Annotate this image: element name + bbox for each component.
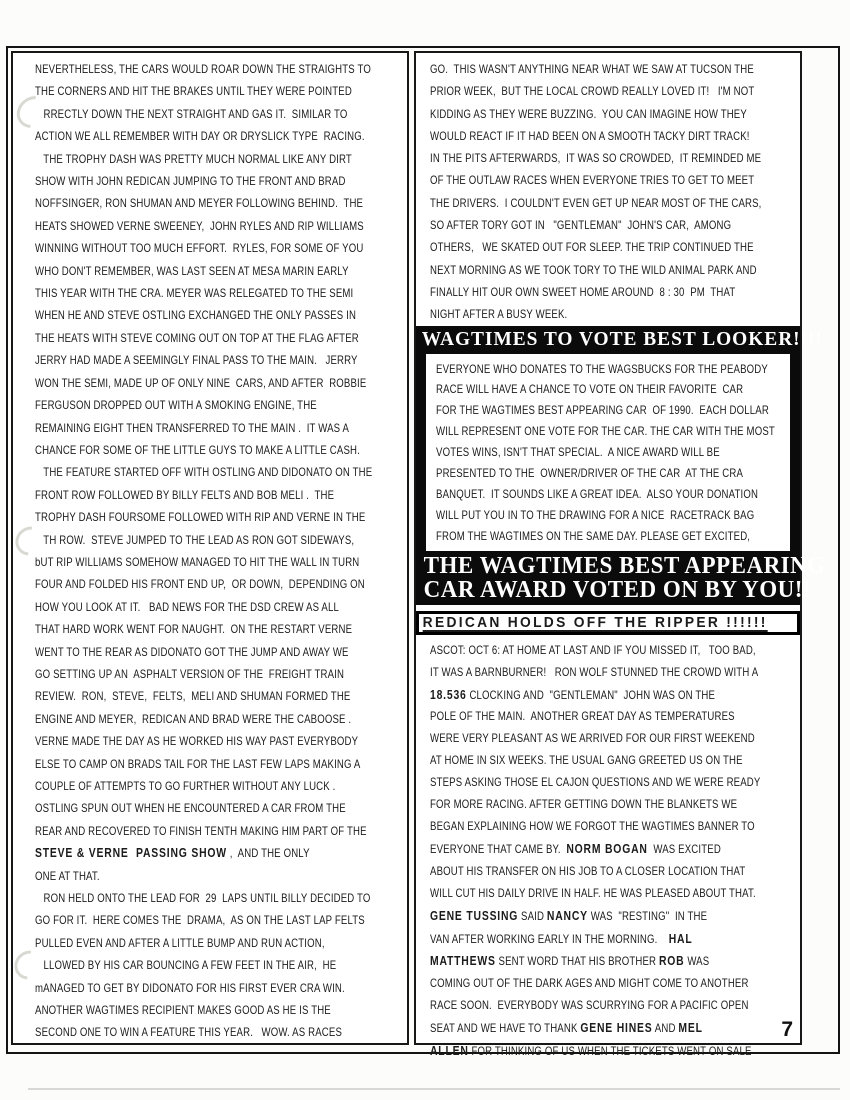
text-line: NEXT MORNING AS WE TOOK TORY TO THE WILD ANIMAL PARK AND — [430, 262, 757, 277]
text-line: 18.536 CLOCKING AND "GENTLEMAN" JOHN WAS ON THE — [430, 686, 716, 702]
text-line: HOW YOU LOOK AT IT. BAD NEWS FOR THE DSD CREW AS ALL — [35, 599, 339, 614]
text-line: OTHERS, WE SKATED OUT FOR SLEEP. THE TRIP CONTINUED THE — [430, 240, 754, 255]
text-line: FOR MORE RACING. AFTER GETTING DOWN THE BLANKETS WE — [430, 797, 738, 812]
text-line: POLE OF THE MAIN. ANOTHER GREAT DAY AS TEMPERATURES — [430, 709, 735, 724]
text-line: ASCOT: OCT 6: AT HOME AT LAST AND IF YOU MISSED IT, TOO BAD, — [430, 642, 756, 657]
text-line: SEAT AND WE HAVE TO THANK GENE HINES AND MEL — [430, 1020, 703, 1036]
text-line: ACTION WE ALL REMEMBER WITH DAY OR DRYSLICK TYPE RACING. — [35, 129, 365, 144]
text-line: THE DRIVERS. I COULDN'T EVEN GET UP NEAR MOST OF THE CARS, — [430, 195, 762, 210]
text-line: IT WAS A BARNBURNER! RON WOLF STUNNED THE CROWD WITH A — [430, 664, 759, 679]
text-line: WHO DON'T REMEMBER, WAS LAST SEEN AT MESA MARIN EARLY — [35, 263, 349, 278]
text-line: MATTHEWS SENT WORD THAT HIS BROTHER ROB WAS — [430, 953, 710, 969]
text-line: FINALLY HIT OUR OWN SWEET HOME AROUND 8 : 30 PM THAT — [430, 284, 736, 299]
left-column — [11, 51, 409, 1045]
text-line: BEGAN EXPLAINING HOW WE FORGOT THE WAGTIMES BANNER TO — [430, 818, 755, 833]
text-line: GENE TUSSING SAID NANCY WAS "RESTING" IN THE — [430, 907, 708, 923]
banner-line-1: THE WAGTIMES BEST APPEARING — [423, 552, 826, 579]
text-line: WOULD REACT IF IT HAD BEEN ON A SMOOTH TACKY DIRT TRACK! — [430, 128, 750, 143]
text-line: COMING OUT OF THE DARK AGES AND MIGHT COME TO ANOTHER — [430, 976, 749, 991]
text-line: THIS YEAR WITH THE CRA. MEYER WAS RELEGATED TO THE SEMI — [35, 286, 354, 301]
text-line: WILL CUT HIS DAILY DRIVE IN HALF. HE WAS PLEASED ABOUT THAT. — [430, 885, 756, 900]
text-line: FOUR AND FOLDED HIS FRONT END UP, OR DOWN, DEPENDING ON — [35, 577, 365, 592]
text-line: ELSE TO CAMP ON BRADS TAIL FOR THE LAST FEW LAPS MAKING A — [35, 756, 361, 771]
text-line: PULLED EVEN AND AFTER A LITTLE BUMP AND RUN ACTION, — [35, 935, 325, 950]
banner-line-2: CAR AWARD VOTED ON BY YOU!! — [423, 576, 812, 603]
right-column-top-text — [416, 53, 800, 326]
text-line: FERGUSON DROPPED OUT WITH A SMOKING ENGINE, THE — [35, 398, 317, 413]
text-line: ABOUT HIS TRANSFER ON HIS JOB TO A CLOSER LOCATION THAT — [430, 863, 746, 878]
text-line: VOTES WINS, ISN'T THAT SPECIAL. A NICE AWARD WILL BE — [436, 445, 720, 460]
promo-body-text — [425, 353, 791, 552]
text-line: IN THE PITS AFTERWARDS, IT WAS SO CROWDED, IT REMINDED ME — [430, 151, 762, 166]
text-line: NOFFSINGER, RON SHUMAN AND MEYER FOLLOWING BEHIND. THE — [35, 196, 364, 211]
ascot-report-text — [416, 635, 800, 1063]
text-line: RRECTLY DOWN THE NEXT STRAIGHT AND GAS IT. SIMILAR TO — [35, 106, 348, 121]
text-line: FOR THE WAGTIMES BEST APPEARING CAR OF 1990. EACH DOLLAR — [436, 403, 769, 418]
text-line: STEPS ASKING THOSE EL CAJON QUESTIONS AND WE WERE READY — [430, 775, 761, 790]
redican-headline-box — [416, 611, 800, 635]
text-line: ENGINE AND MEYER, REDICAN AND BRAD WERE THE CABOOSE . — [35, 711, 352, 726]
text-line: SECOND ONE TO WIN A FEATURE THIS YEAR. WOW. AS RACES — [35, 1025, 343, 1040]
text-line: ANOTHER WAGTIMES RECIPIENT MAKES GOOD AS HE IS THE — [35, 1003, 331, 1018]
text-line: NEVERTHELESS, THE CARS WOULD ROAR DOWN THE STRAIGHTS TO — [35, 62, 371, 76]
text-line: WINNING WITHOUT TOO MUCH EFFORT. RYLES, FOR SOME OF YOU — [35, 241, 364, 256]
text-line: PRIOR WEEK, BUT THE LOCAL CROWD REALLY LOVED IT! I'M NOT — [430, 84, 755, 99]
scan-artifact-line — [28, 1088, 840, 1090]
text-line: WERE VERY PLEASANT AS WE ARRIVED FOR OUR FIRST WEEKEND — [430, 731, 755, 746]
page-number: 7 — [781, 1018, 793, 1041]
text-line: VERNE MADE THE DAY AS HE WORKED HIS WAY PAST EVERYBODY — [35, 734, 359, 749]
text-line: ONE AT THAT. — [35, 868, 100, 883]
text-line: REAR AND RECOVERED TO FINISH TENTH MAKING HIM PART OF THE — [35, 823, 367, 838]
text-line: BANQUET. IT SOUNDS LIKE A GREAT IDEA. ALSO YOUR DONATION — [436, 487, 759, 501]
text-line: GO. THIS WASN'T ANYTHING NEAR WHAT WE SAW AT TUCSON THE — [430, 62, 754, 76]
text-line: TH ROW. STEVE JUMPED TO THE LEAD AS RON GOT SIDEWAYS, — [35, 532, 355, 547]
text-line: WILL PUT YOU IN TO THE DRAWING FOR A NICE RACETRACK BAG — [436, 507, 755, 522]
text-line: EVERYONE WHO DONATES TO THE WAGSBUCKS FOR THE PEABODY — [436, 361, 768, 376]
text-line: REMAINING EIGHT THEN TRANSFERRED TO THE MAIN . IT WAS A — [35, 420, 350, 435]
text-line: NIGHT AFTER A BUSY WEEK. — [430, 307, 568, 322]
text-line: FRONT ROW FOLLOWED BY BILLY FELTS AND BOB MELI . THE — [35, 487, 335, 502]
best-appearing-banner — [416, 552, 826, 605]
text-line: WENT TO THE REAR AS DIDONATO GOT THE JUMP AND AWAY WE — [35, 644, 349, 659]
text-line: SHOW WITH JOHN REDICAN JUMPING TO THE FRONT AND BRAD — [35, 174, 346, 189]
text-line: THE TROPHY DASH WAS PRETTY MUCH NORMAL LIKE ANY DIRT — [35, 151, 352, 166]
text-line: KIDDING AS THEY WERE BUZZING. YOU CAN IMAGINE HOW THEY — [430, 106, 747, 121]
text-line: GO SETTING UP AN ASPHALT VERSION OF THE FREIGHT TRAIN — [35, 666, 345, 681]
text-line: AT HOME IN SIX WEEKS. THE USUAL GANG GREETED US ON THE — [430, 753, 743, 768]
text-line: OSTLING SPUN OUT WHEN HE ENCOUNTERED A CAR FROM THE — [35, 801, 346, 816]
text-line: RACE WILL HAVE A CHANCE TO VOTE ON THEIR FAVORITE CAR — [436, 382, 744, 397]
text-line: LLOWED BY HIS CAR BOUNCING A FEW FEET IN THE AIR, HE — [35, 958, 337, 973]
text-line: JERRY HAD MADE A SEEMINGLY FINAL PASS TO THE MAIN. JERRY — [35, 353, 358, 368]
text-line: STEVE & VERNE PASSING SHOW , AND THE ONLY — [35, 845, 310, 861]
text-line: PRESENTED TO THE OWNER/DRIVER OF THE CAR AT THE CRA — [436, 466, 744, 481]
text-line: CHANCE FOR SOME OF THE LITTLE GUYS TO MAKE A LITTLE CASH. — [35, 442, 360, 457]
text-line: COUPLE OF ATTEMPTS TO GO FURTHER WITHOUT ANY LUCK . — [35, 779, 336, 793]
text-line: WILL REPRESENT ONE VOTE FOR THE CAR. THE CAR WITH THE MOST — [436, 424, 775, 439]
left-column-text — [13, 53, 407, 1044]
text-line: VAN AFTER WORKING EARLY IN THE MORNING. HAL — [430, 930, 693, 946]
text-line: TROPHY DASH FOURSOME FOLLOWED WITH RIP AND VERNE IN THE — [35, 510, 366, 525]
text-line: THE HEATS WITH STEVE COMING OUT ON TOP AT THE FLAG AFTER — [35, 330, 359, 345]
text-line: mANAGED TO GET BY DIDONATO FOR HIS FIRST EVER CRA WIN. — [35, 980, 345, 995]
text-line: RON HELD ONTO THE LEAD FOR 29 LAPS UNTIL BILLY DECIDED TO — [35, 891, 371, 906]
text-line: WHEN HE AND STEVE OSTLING EXCHANGED THE ONLY PASSES IN — [35, 308, 357, 323]
text-line: bUT RIP WILLIAMS SOMEHOW MANAGED TO HIT THE WALL IN TURN — [35, 554, 360, 569]
text-line: OF THE OUTLAW RACES WHEN EVERYONE TRIES TO GET TO MEET — [430, 173, 755, 188]
promo-header: WAGTIMES TO VOTE BEST LOOKER!!!! — [421, 327, 823, 350]
text-line: WON THE SEMI, MADE UP OF ONLY NINE CARS, AND AFTER ROBBIE — [35, 375, 367, 390]
text-line: SO AFTER TORY GOT IN "GENTLEMAN" JOHN'S CAR, AMONG — [430, 218, 732, 233]
best-looker-promo-box — [416, 326, 826, 605]
text-line: GO FOR IT. HERE COMES THE DRAMA, AS ON THE LAST LAP FELTS — [35, 913, 365, 928]
text-line: FROM THE WAGTIMES ON THE SAME DAY. PLEASE GET EXCITED, — [436, 528, 751, 543]
text-line: EVERYONE THAT CAME BY. NORM BOGAN WAS EXCITED — [430, 840, 721, 856]
text-line: ALLEN FOR THINKING OF US WHEN THE TICKETS WENT ON SALE — [430, 1043, 752, 1059]
text-line: THE CORNERS AND HIT THE BRAKES UNTIL THEY WERE POINTED — [35, 84, 352, 99]
redican-headline: REDICAN HOLDS OFF THE RIPPER !!!!!! — [422, 614, 768, 632]
text-line: REVIEW. RON, STEVE, FELTS, MELI AND SHUMAN FORMED THE — [35, 689, 351, 704]
text-line: THAT HARD WORK WENT FOR NAUGHT. ON THE RESTART VERNE — [35, 622, 353, 637]
text-line: THE FEATURE STARTED OFF WITH OSTLING AND DIDONATO ON THE — [35, 465, 373, 480]
text-line: RACE SOON. EVERYBODY WAS SCURRYING FOR A PACIFIC OPEN — [430, 998, 749, 1013]
text-line: HEATS SHOWED VERNE SWEENEY, JOHN RYLES AND RIP WILLIAMS — [35, 218, 364, 233]
right-column — [414, 51, 826, 1059]
